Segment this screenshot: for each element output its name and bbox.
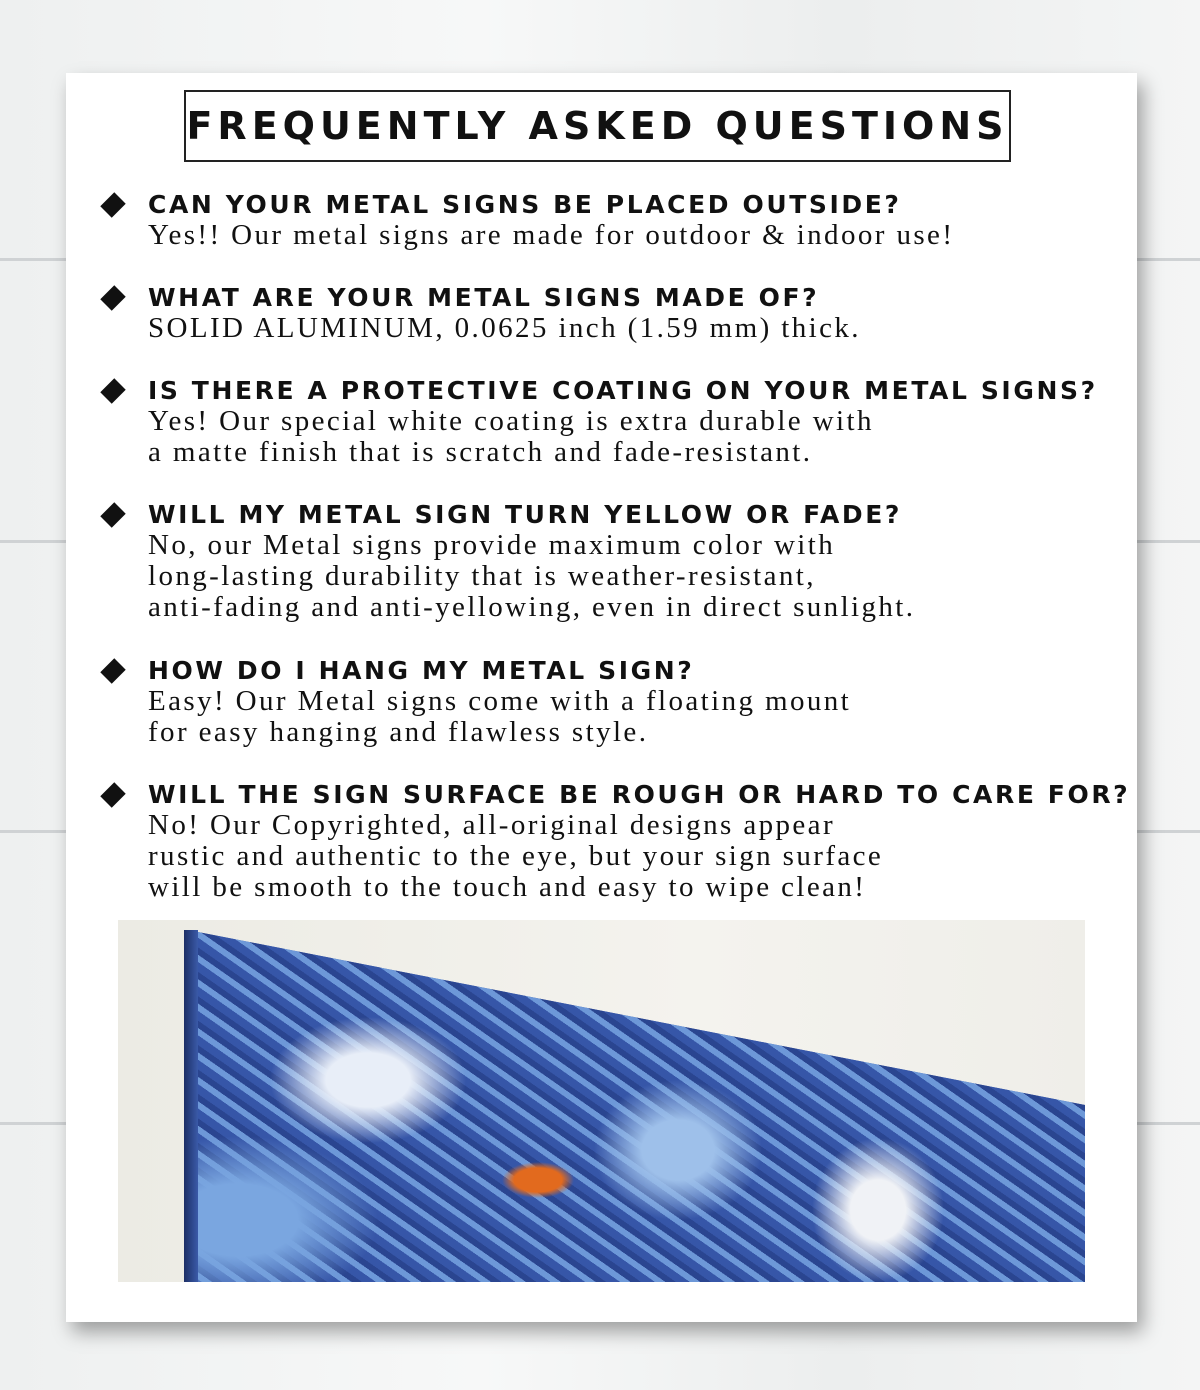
faq-question: WILL THE SIGN SURFACE BE ROUGH OR HARD TO CARE FOR? (148, 780, 1131, 809)
faq-answer: Yes! Our special white coating is extra durable with a matte finish that is scratch and fade-resistant. (148, 405, 874, 468)
faq-answer: No, our Metal signs provide maximum color with long-lasting durability that is weather-resistant, anti-fading and anti-yellowing, even in direct sunlight. (148, 529, 916, 623)
faq-answer: Easy! Our Metal signs come with a floating mount for easy hanging and flawless style. (148, 685, 852, 748)
diamond-bullet-icon (100, 502, 125, 527)
faq-card (66, 73, 1137, 1322)
faq-answer: Yes!! Our metal signs are made for outdoor & indoor use! (148, 219, 955, 251)
faq-question: WILL MY METAL SIGN TURN YELLOW OR FADE? (148, 500, 903, 529)
faq-question: WHAT ARE YOUR METAL SIGNS MADE OF? (148, 283, 820, 312)
faq-question: IS THERE A PROTECTIVE COATING ON YOUR METAL SIGNS? (148, 376, 1098, 405)
sign-edge (184, 930, 198, 1282)
faq-question: HOW DO I HANG MY METAL SIGN? (148, 656, 695, 685)
diamond-bullet-icon (100, 285, 125, 310)
diamond-bullet-icon (100, 378, 125, 403)
faq-answer: SOLID ALUMINUM, 0.0625 inch (1.59 mm) thick. (148, 312, 861, 344)
blue-metal-sign-image (118, 920, 1085, 1282)
faq-answer: No! Our Copyrighted, all-original designs appear rustic and authentic to the eye, but your sign surface will be smooth to the touch and easy to wipe clean! (148, 809, 884, 903)
faq-question: CAN YOUR METAL SIGNS BE PLACED OUTSIDE? (148, 190, 902, 219)
diamond-bullet-icon (100, 782, 125, 807)
page-title: FREQUENTLY ASKED QUESTIONS (186, 104, 1009, 148)
metal-sign-photo (118, 920, 1085, 1282)
diamond-bullet-icon (100, 658, 125, 683)
title-box (184, 90, 1011, 162)
diamond-bullet-icon (100, 192, 125, 217)
